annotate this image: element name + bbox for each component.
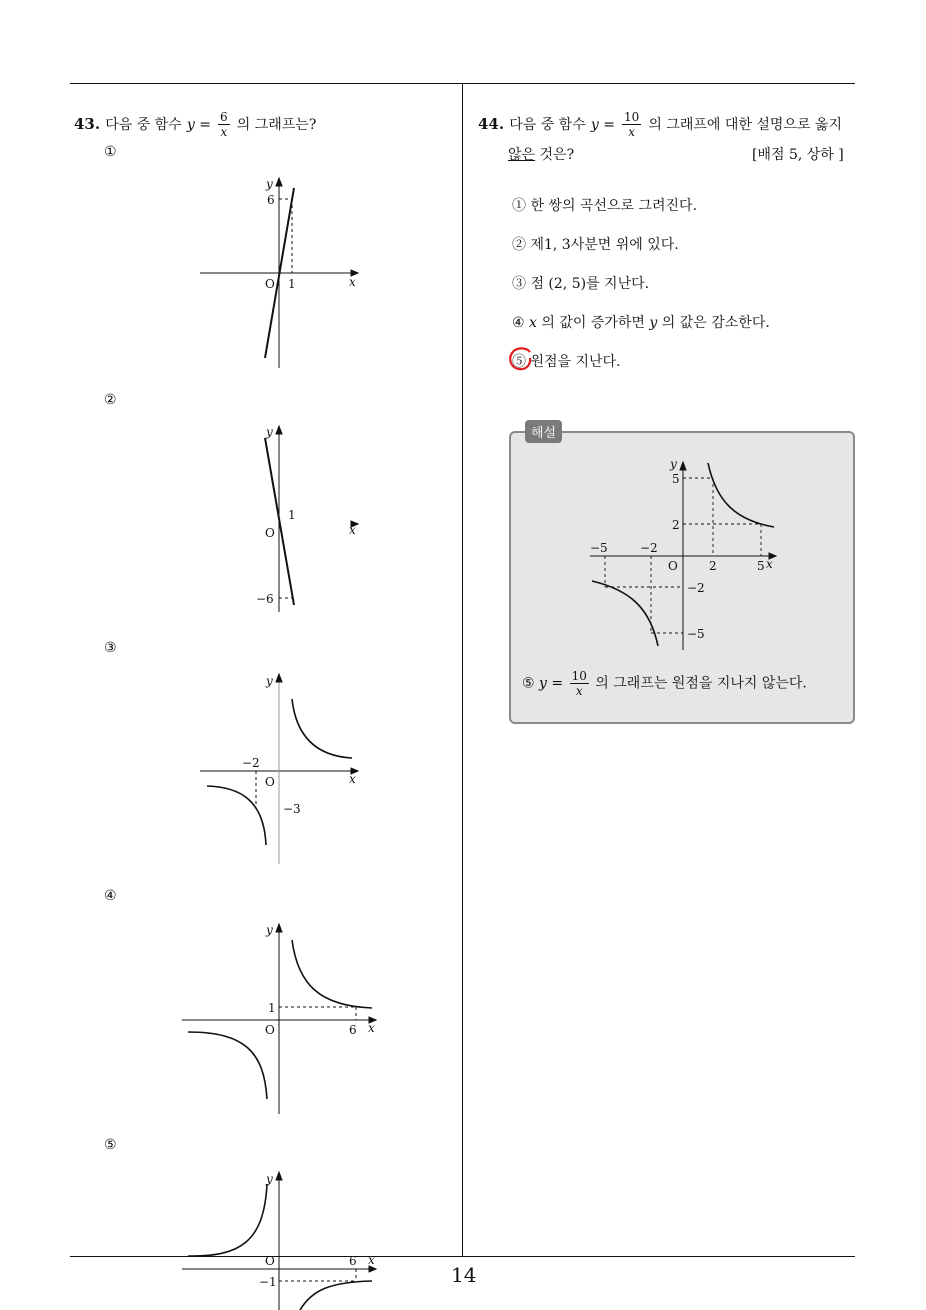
tick-x-label: 1 (288, 508, 296, 522)
solution-sentence: 의 그래프는 원점을 지나지 않는다. (595, 675, 807, 692)
tick-y-5: 5 (672, 472, 680, 486)
choice-1-label[interactable]: ① (104, 144, 117, 160)
fraction-numerator: 6 (220, 110, 228, 124)
y-axis-label: y (266, 425, 273, 439)
origin-label: O (265, 526, 275, 540)
choice-4-label[interactable]: ④ (104, 888, 117, 904)
question-prefix: 다음 중 함수 (105, 117, 182, 133)
option-text: 원점을 지난다. (530, 354, 621, 370)
tick-x-label: 1 (288, 277, 296, 291)
option-mark: ② (512, 237, 526, 253)
tick-x-neg5: −5 (590, 541, 608, 555)
question-suffix: 의 그래프는? (236, 117, 317, 133)
origin-label: O (265, 775, 275, 789)
fraction-denominator: x (628, 125, 636, 139)
y-axis-arrow (680, 462, 686, 470)
option-mark: ① (512, 198, 526, 214)
choice-3-label[interactable]: ③ (104, 640, 117, 656)
x-axis-label: x (349, 523, 356, 537)
page-number: 14 (451, 1263, 477, 1287)
question-number: 43. (74, 115, 101, 133)
choice-5-label[interactable]: ⑤ (104, 1137, 117, 1153)
y-equals: y = (539, 675, 564, 692)
solution-mark: ⑤ (522, 675, 535, 692)
y-axis-label: y (266, 923, 273, 937)
x-axis-label: x (368, 1253, 375, 1267)
x-axis-label: x (349, 275, 356, 289)
tick-x-label: 6 (349, 1254, 357, 1268)
fraction-denominator: x (575, 684, 583, 698)
x-axis-label: x (766, 557, 773, 571)
curve-q3 (592, 581, 658, 646)
tick-x-5: 5 (757, 559, 765, 573)
question-meta: [배점 5, 상하 ] (752, 147, 844, 163)
tick-y-2: 2 (672, 518, 680, 532)
y-axis-label: y (670, 457, 677, 471)
origin-label: O (265, 1254, 275, 1268)
tick-x-2: 2 (709, 559, 717, 573)
solution-text (522, 669, 807, 698)
y-axis-label: y (266, 177, 273, 191)
tick-y-label: −6 (256, 592, 274, 606)
tick-y-label: −3 (283, 802, 301, 816)
tick-y-label: 6 (267, 193, 275, 207)
tick-x-label: −2 (242, 756, 260, 770)
option-var-x: x (529, 315, 537, 331)
tick-y-label: 1 (268, 1001, 276, 1015)
solution-badge: 해설 (525, 420, 562, 443)
origin-label: O (668, 559, 678, 573)
option-var-y: y (649, 315, 658, 331)
tick-y-label: −1 (259, 1275, 277, 1289)
tick-x-neg2: −2 (640, 541, 658, 555)
y-axis-label: y (266, 1172, 273, 1186)
fraction-denominator: x (220, 125, 228, 139)
option-mark: ④ (512, 315, 525, 331)
x-axis-label: x (368, 1021, 375, 1035)
tick-x-label: 6 (349, 1023, 357, 1037)
option-text: 한 쌍의 곡선으로 그려진다. (530, 198, 698, 214)
x-axis-label: x (349, 772, 356, 786)
fraction-numerator: 10 (571, 669, 587, 683)
tick-y-neg2: −2 (687, 581, 705, 595)
question-prefix: 다음 중 함수 (509, 117, 586, 133)
option-text: 제1, 3사분면 위에 있다. (530, 237, 679, 253)
fraction-numerator: 10 (624, 110, 640, 124)
question-suffix: 의 그래프에 대한 설명으로 옳지 (648, 117, 843, 133)
y-axis-label: y (266, 674, 273, 688)
option-text-end: 의 값은 감소한다. (661, 315, 770, 331)
origin-label: O (265, 277, 275, 291)
origin-label: O (265, 1023, 275, 1037)
y-equals: y = (186, 117, 211, 133)
tick-y-neg5: −5 (687, 627, 705, 641)
line2-rest: 것은? (539, 147, 575, 163)
underlined-word: 않은 (508, 147, 536, 163)
option-text: 점 (2, 5)를 지난다. (530, 276, 650, 292)
choice-2-label[interactable]: ② (104, 392, 117, 408)
curve-q1 (708, 463, 774, 527)
fraction (570, 669, 589, 698)
option-mark: ⑤ (512, 354, 526, 370)
y-equals: y = (590, 117, 615, 133)
option-text: 의 값이 증가하면 (541, 315, 645, 331)
question-number: 44. (478, 115, 505, 133)
option-mark: ③ (512, 276, 526, 292)
